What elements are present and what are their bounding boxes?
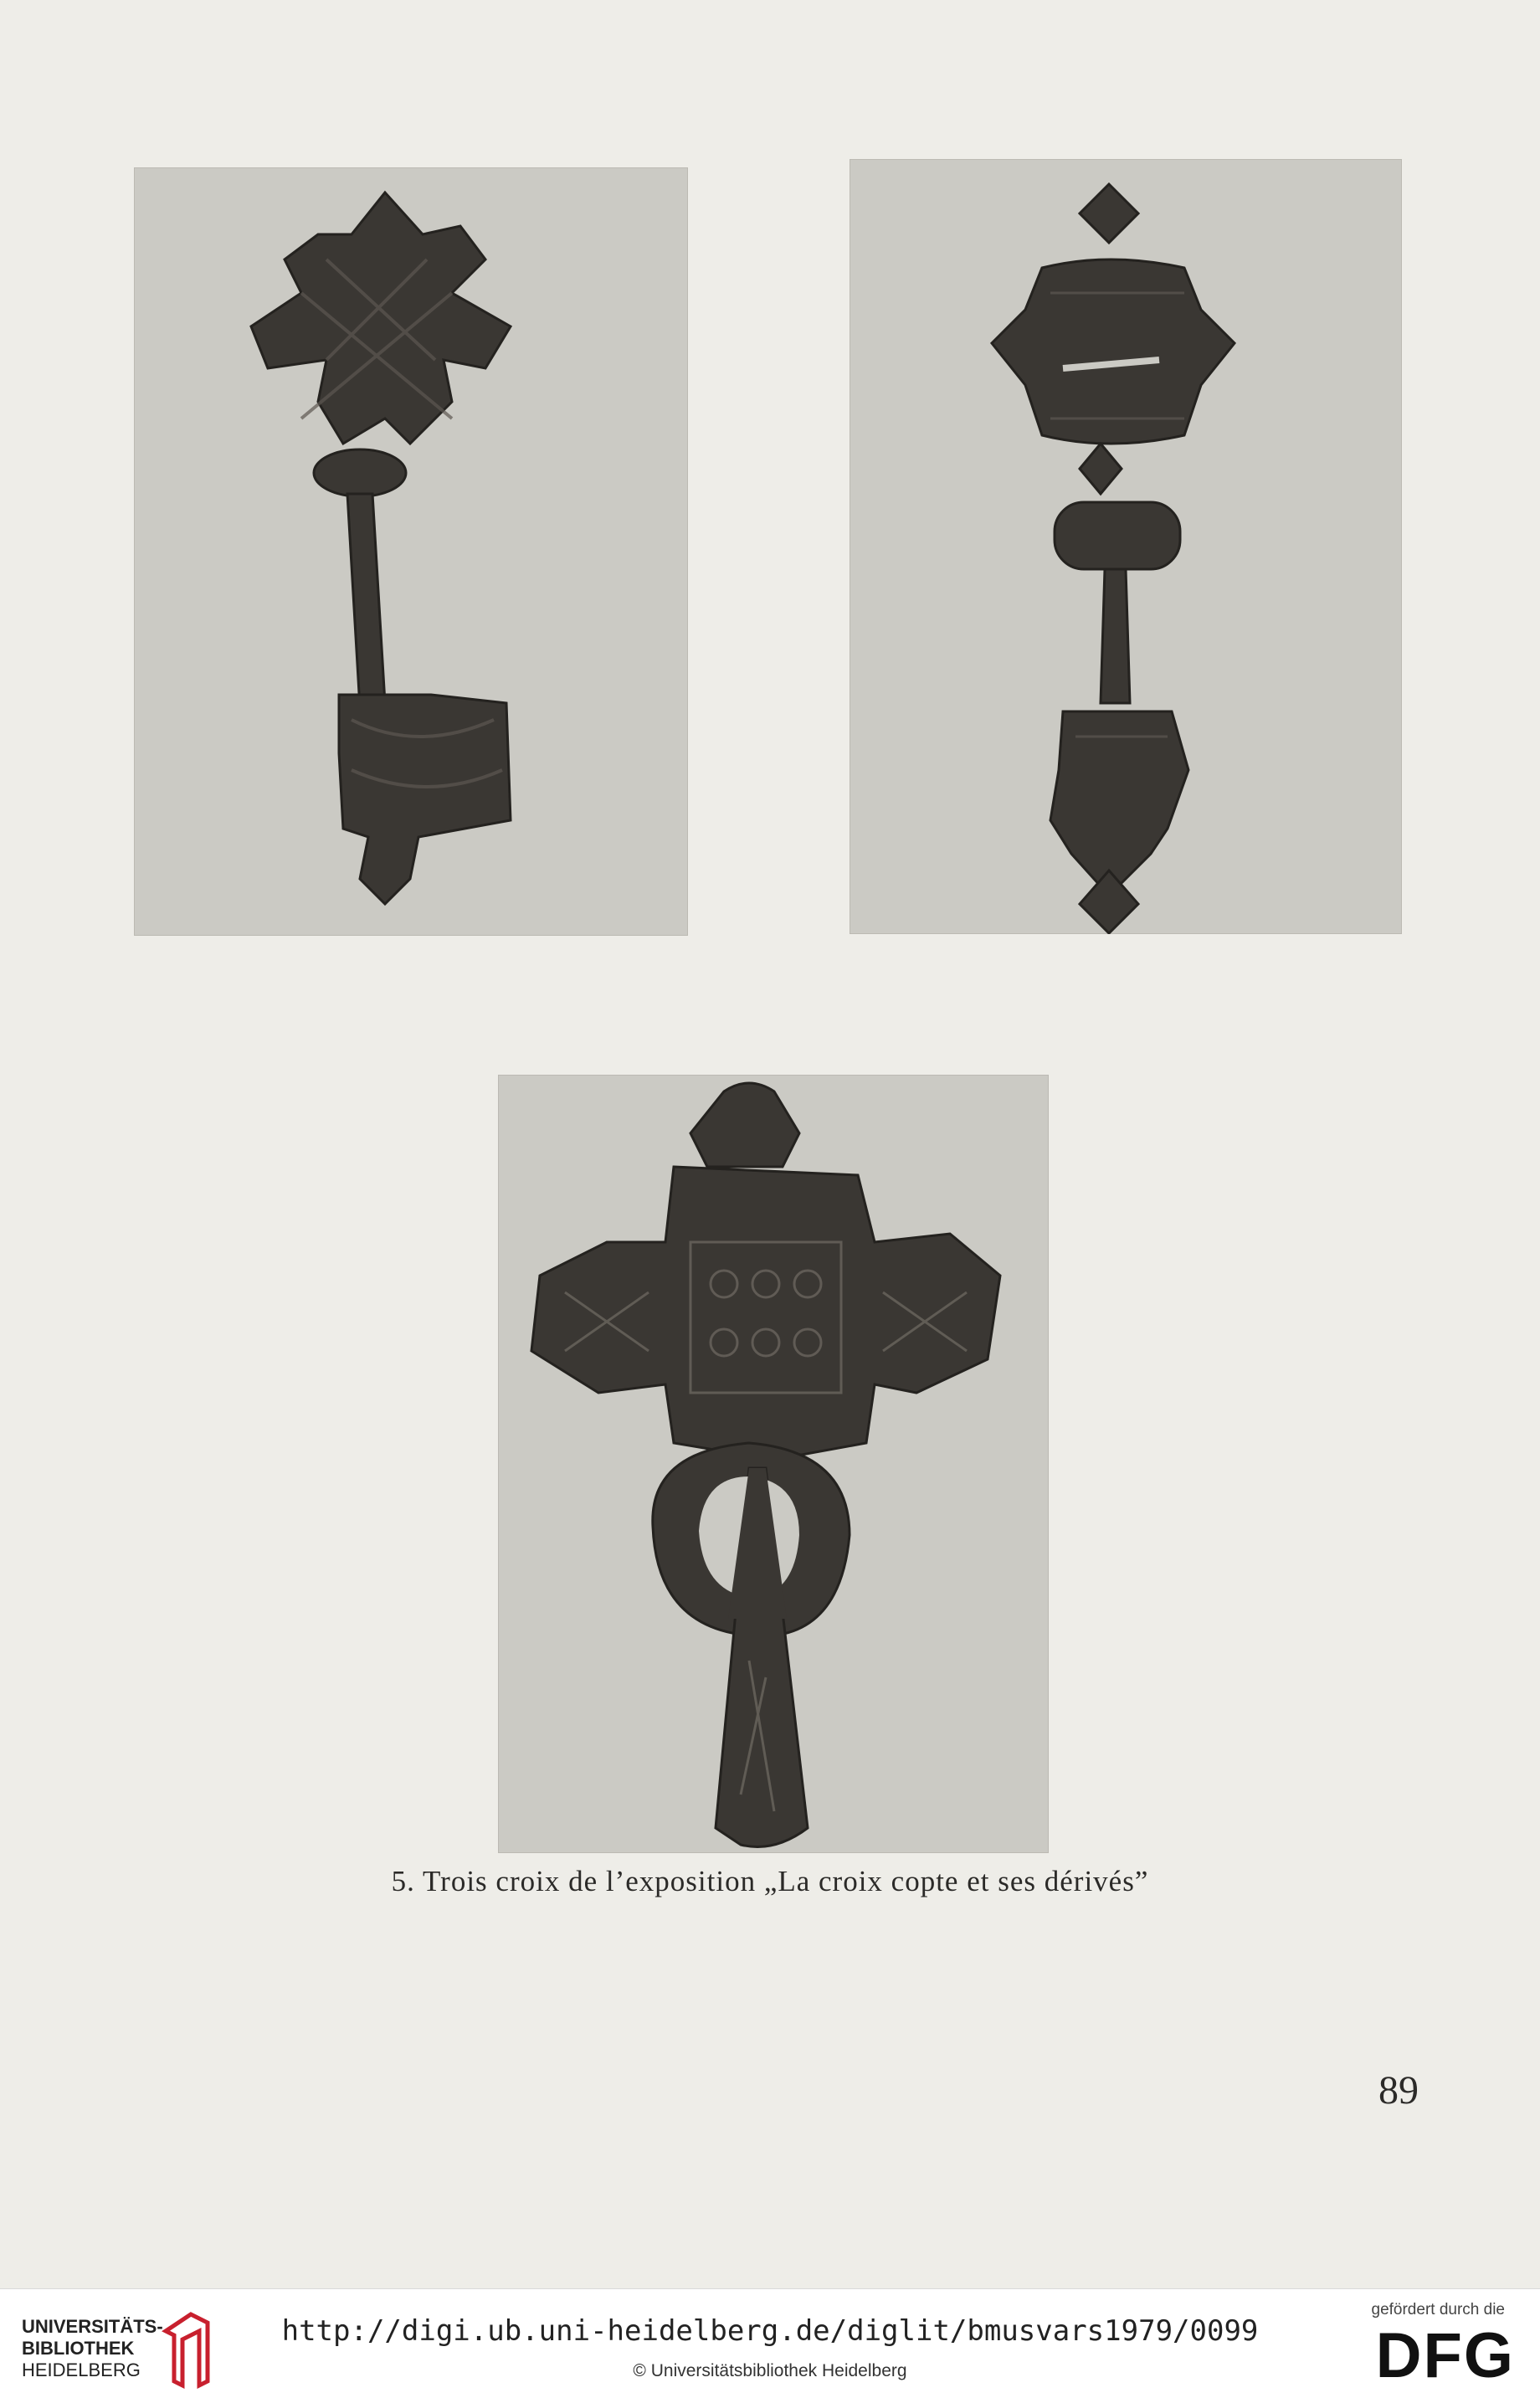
photo-plate-knot-cross [134,167,688,936]
page-number: 89 [1378,2068,1419,2113]
institution-line-2: BIBLIOTHEK [22,2338,135,2359]
viewer-footer [0,2288,1540,2398]
permalink-url[interactable]: http://digi.ub.uni-heidelberg.de/diglit/bmusvars1979/0099 [281,2314,1259,2348]
photo-plate-carved-cross [498,1075,1049,1853]
institution-line-1: UNIVERSITÄTS- [22,2316,163,2337]
dfg-logo: DFG [1375,2320,1515,2391]
photo-plate-pierced-cross [850,159,1402,934]
copyright-notice: © Universitätsbibliothek Heidelberg [633,2361,907,2380]
carved-cross-image [498,1075,1049,1853]
pierced-cross-image [850,159,1402,934]
figure-caption: 5. Trois croix de l’exposition „La croix copte et ses dérivés” [391,1865,1149,1897]
knot-cross-image [134,167,688,936]
funding-text: gefördert durch die [1371,2301,1505,2318]
institution-line-3: HEIDELBERG [22,2359,141,2380]
